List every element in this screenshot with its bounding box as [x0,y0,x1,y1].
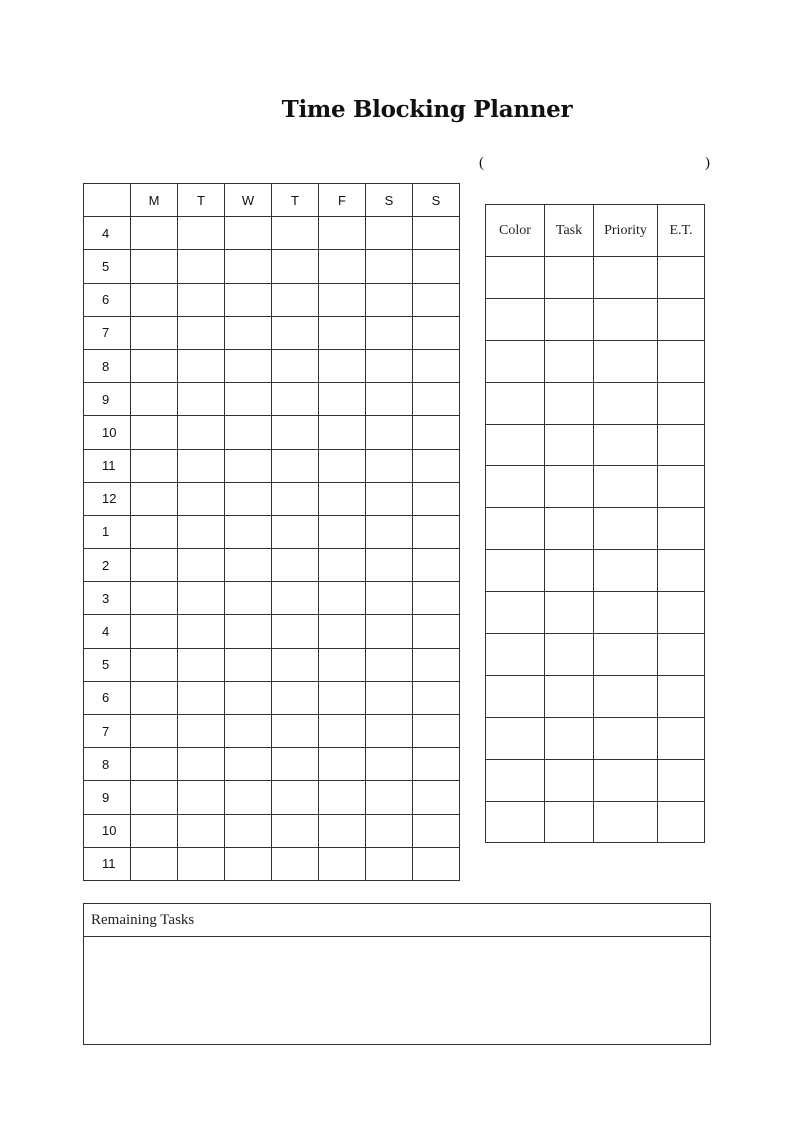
schedule-cell[interactable] [178,814,225,847]
task-cell[interactable] [594,424,658,466]
schedule-cell[interactable] [225,283,272,316]
task-row [486,382,705,424]
schedule-row [84,549,460,582]
schedule-cell[interactable] [131,283,178,316]
schedule-row [84,316,460,349]
task-cell[interactable] [658,298,705,340]
schedule-cell[interactable] [366,549,413,582]
schedule-cell[interactable] [272,250,319,283]
schedule-cell[interactable] [319,847,366,880]
task-row [486,340,705,382]
schedule-cell[interactable] [366,349,413,382]
task-cell[interactable] [486,508,545,550]
hour-label: 10 [84,416,131,449]
task-cell[interactable] [594,801,658,843]
schedule-cell[interactable] [178,681,225,714]
task-cell[interactable] [545,298,594,340]
schedule-cell[interactable] [366,383,413,416]
schedule-cell[interactable] [413,250,460,283]
schedule-row [84,449,460,482]
schedule-cell[interactable] [319,814,366,847]
schedule-cell[interactable] [178,847,225,880]
schedule-cell[interactable] [366,416,413,449]
schedule-cell[interactable] [225,449,272,482]
schedule-cell[interactable] [131,781,178,814]
schedule-cell[interactable] [319,715,366,748]
page-title: Time Blocking Planner [281,96,573,123]
schedule-cell[interactable] [178,416,225,449]
schedule-row [84,681,460,714]
schedule-cell[interactable] [131,383,178,416]
schedule-cell[interactable] [272,781,319,814]
remaining-tasks-box [83,903,711,1045]
task-cell[interactable] [486,298,545,340]
task-cell[interactable] [486,634,545,676]
task-row [486,466,705,508]
weekly-schedule-grid [83,183,460,881]
schedule-cell[interactable] [413,383,460,416]
schedule-row [84,715,460,748]
task-cell[interactable] [658,717,705,759]
hour-label: 9 [84,383,131,416]
schedule-cell[interactable] [413,814,460,847]
schedule-cell[interactable] [225,748,272,781]
task-row [486,257,705,299]
schedule-cell[interactable] [178,349,225,382]
schedule-row [84,217,460,250]
schedule-cell[interactable] [319,383,366,416]
schedule-cell[interactable] [366,316,413,349]
schedule-cell[interactable] [272,283,319,316]
schedule-cell[interactable] [131,416,178,449]
hour-label: 1 [84,515,131,548]
hour-label: 8 [84,748,131,781]
task-cell[interactable] [594,550,658,592]
schedule-cell[interactable] [131,482,178,515]
task-cell[interactable] [486,759,545,801]
schedule-cell[interactable] [131,250,178,283]
task-cell[interactable] [545,508,594,550]
schedule-cell[interactable] [319,615,366,648]
hour-label: 7 [84,715,131,748]
schedule-cell[interactable] [272,681,319,714]
schedule-cell[interactable] [225,349,272,382]
schedule-cell[interactable] [131,582,178,615]
schedule-cell[interactable] [319,515,366,548]
day-header: S [366,184,413,217]
schedule-cell[interactable] [272,449,319,482]
schedule-cell[interactable] [272,748,319,781]
schedule-cell[interactable] [131,715,178,748]
schedule-cell[interactable] [225,383,272,416]
task-row [486,424,705,466]
schedule-row [84,250,460,283]
schedule-cell[interactable] [178,715,225,748]
schedule-cell[interactable] [225,582,272,615]
task-row [486,298,705,340]
schedule-cell[interactable] [366,615,413,648]
task-cell[interactable] [594,592,658,634]
schedule-cell[interactable] [413,748,460,781]
task-cell[interactable] [545,257,594,299]
task-row [486,759,705,801]
task-row [486,717,705,759]
schedule-cell[interactable] [319,349,366,382]
task-cell[interactable] [594,634,658,676]
task-cell[interactable] [545,340,594,382]
schedule-cell[interactable] [272,715,319,748]
date-close-paren: ) [705,155,710,171]
schedule-cell[interactable] [366,814,413,847]
schedule-row [84,582,460,615]
task-cell[interactable] [545,382,594,424]
task-cell[interactable] [594,466,658,508]
task-column-header: E.T. [658,205,705,257]
schedule-cell[interactable] [131,515,178,548]
schedule-cell[interactable] [131,217,178,250]
schedule-cell[interactable] [131,349,178,382]
schedule-cell[interactable] [272,814,319,847]
schedule-row [84,349,460,382]
task-cell[interactable] [658,634,705,676]
hour-label: 11 [84,847,131,880]
schedule-cell[interactable] [366,748,413,781]
schedule-cell[interactable] [319,748,366,781]
hour-label: 4 [84,615,131,648]
schedule-cell[interactable] [413,217,460,250]
schedule-cell[interactable] [178,250,225,283]
schedule-cell[interactable] [178,515,225,548]
schedule-cell[interactable] [413,449,460,482]
hour-label: 10 [84,814,131,847]
schedule-cell[interactable] [178,482,225,515]
schedule-cell[interactable] [178,748,225,781]
schedule-cell[interactable] [225,250,272,283]
schedule-cell[interactable] [319,316,366,349]
task-cell[interactable] [486,675,545,717]
schedule-cell[interactable] [225,549,272,582]
schedule-row [84,781,460,814]
schedule-cell[interactable] [178,582,225,615]
schedule-cell[interactable] [225,781,272,814]
task-row [486,550,705,592]
task-cell[interactable] [486,257,545,299]
schedule-cell[interactable] [366,283,413,316]
schedule-cell[interactable] [319,416,366,449]
schedule-cell[interactable] [319,283,366,316]
task-cell[interactable] [594,340,658,382]
task-cell[interactable] [545,592,594,634]
schedule-row [84,814,460,847]
task-column-header: Color [486,205,545,257]
schedule-cell[interactable] [225,814,272,847]
hour-label: 2 [84,549,131,582]
schedule-cell[interactable] [413,847,460,880]
schedule-cell[interactable] [131,681,178,714]
task-cell[interactable] [486,340,545,382]
schedule-cell[interactable] [178,316,225,349]
schedule-cell[interactable] [272,482,319,515]
schedule-corner-cell [84,184,131,217]
hour-label: 9 [84,781,131,814]
schedule-cell[interactable] [366,847,413,880]
schedule-cell[interactable] [413,681,460,714]
schedule-cell[interactable] [319,648,366,681]
schedule-row [84,283,460,316]
task-cell[interactable] [658,675,705,717]
schedule-cell[interactable] [319,582,366,615]
hour-label: 5 [84,648,131,681]
schedule-row [84,515,460,548]
schedule-cell[interactable] [272,615,319,648]
schedule-cell[interactable] [272,316,319,349]
hour-label: 11 [84,449,131,482]
remaining-tasks-area[interactable] [84,937,710,1043]
schedule-cell[interactable] [366,250,413,283]
task-cell[interactable] [594,759,658,801]
schedule-cell[interactable] [225,316,272,349]
schedule-cell[interactable] [225,515,272,548]
task-cell[interactable] [658,424,705,466]
date-input[interactable] [490,156,706,176]
schedule-cell[interactable] [366,781,413,814]
remaining-tasks-label: Remaining Tasks [84,904,710,937]
task-cell[interactable] [486,592,545,634]
task-row [486,592,705,634]
task-row [486,634,705,676]
task-cell[interactable] [486,382,545,424]
day-header: T [178,184,225,217]
schedule-cell[interactable] [131,847,178,880]
schedule-row [84,748,460,781]
schedule-cell[interactable] [225,217,272,250]
schedule-cell[interactable] [366,715,413,748]
task-cell[interactable] [658,466,705,508]
schedule-cell[interactable] [272,349,319,382]
schedule-cell[interactable] [366,482,413,515]
schedule-cell[interactable] [178,615,225,648]
task-row [486,508,705,550]
task-cell[interactable] [594,298,658,340]
schedule-cell[interactable] [225,681,272,714]
schedule-cell[interactable] [272,648,319,681]
task-cell[interactable] [545,759,594,801]
schedule-cell[interactable] [413,349,460,382]
schedule-cell[interactable] [131,615,178,648]
task-cell[interactable] [545,717,594,759]
hour-label: 6 [84,681,131,714]
task-cell[interactable] [594,257,658,299]
task-cell[interactable] [594,508,658,550]
schedule-row [84,416,460,449]
hour-label: 7 [84,316,131,349]
schedule-cell[interactable] [131,316,178,349]
task-cell[interactable] [658,340,705,382]
schedule-cell[interactable] [178,449,225,482]
schedule-cell[interactable] [272,217,319,250]
schedule-cell[interactable] [131,814,178,847]
schedule-cell[interactable] [131,748,178,781]
schedule-cell[interactable] [272,515,319,548]
schedule-cell[interactable] [319,549,366,582]
schedule-cell[interactable] [413,283,460,316]
task-header-row [486,205,705,257]
schedule-cell[interactable] [178,217,225,250]
task-cell[interactable] [658,592,705,634]
hour-label: 3 [84,582,131,615]
schedule-row [84,482,460,515]
task-cell[interactable] [594,675,658,717]
task-cell[interactable] [545,675,594,717]
schedule-cell[interactable] [272,582,319,615]
task-cell[interactable] [545,424,594,466]
schedule-cell[interactable] [178,283,225,316]
task-cell[interactable] [658,382,705,424]
schedule-cell[interactable] [225,615,272,648]
task-column-header: Task [545,205,594,257]
task-cell[interactable] [545,801,594,843]
task-column-header: Priority [594,205,658,257]
task-cell[interactable] [658,550,705,592]
hour-label: 6 [84,283,131,316]
schedule-cell[interactable] [366,515,413,548]
schedule-cell[interactable] [225,648,272,681]
schedule-cell[interactable] [413,482,460,515]
task-cell[interactable] [594,382,658,424]
schedule-cell[interactable] [413,416,460,449]
task-cell[interactable] [658,801,705,843]
task-cell[interactable] [658,257,705,299]
schedule-cell[interactable] [225,416,272,449]
day-header: S [413,184,460,217]
schedule-header-row [84,184,460,217]
schedule-cell[interactable] [225,482,272,515]
schedule-row [84,383,460,416]
task-cell[interactable] [486,466,545,508]
date-open-paren: ( [479,155,484,171]
schedule-cell[interactable] [272,383,319,416]
schedule-cell[interactable] [366,648,413,681]
task-cell[interactable] [486,717,545,759]
day-header: T [272,184,319,217]
schedule-cell[interactable] [178,781,225,814]
schedule-cell[interactable] [178,648,225,681]
schedule-row [84,648,460,681]
task-row [486,801,705,843]
schedule-cell[interactable] [319,681,366,714]
schedule-cell[interactable] [413,615,460,648]
schedule-cell[interactable] [131,648,178,681]
schedule-cell[interactable] [413,582,460,615]
task-cell[interactable] [658,759,705,801]
task-cell[interactable] [658,508,705,550]
hour-label: 5 [84,250,131,283]
schedule-cell[interactable] [319,781,366,814]
task-cell[interactable] [486,801,545,843]
schedule-row [84,847,460,880]
schedule-cell[interactable] [366,217,413,250]
task-cell[interactable] [545,466,594,508]
hour-label: 12 [84,482,131,515]
schedule-cell[interactable] [178,383,225,416]
task-cell[interactable] [486,550,545,592]
schedule-cell[interactable] [413,549,460,582]
hour-label: 8 [84,349,131,382]
task-row [486,675,705,717]
schedule-cell[interactable] [272,549,319,582]
schedule-cell[interactable] [272,847,319,880]
schedule-cell[interactable] [366,582,413,615]
task-cell[interactable] [594,717,658,759]
task-cell[interactable] [486,424,545,466]
schedule-cell[interactable] [413,316,460,349]
schedule-cell[interactable] [131,449,178,482]
schedule-cell[interactable] [413,715,460,748]
hour-label: 4 [84,217,131,250]
schedule-cell[interactable] [413,515,460,548]
schedule-cell[interactable] [225,715,272,748]
schedule-cell[interactable] [319,250,366,283]
schedule-cell[interactable] [319,482,366,515]
schedule-cell[interactable] [366,449,413,482]
schedule-cell[interactable] [366,681,413,714]
task-cell[interactable] [545,550,594,592]
schedule-cell[interactable] [413,781,460,814]
day-header: M [131,184,178,217]
schedule-row [84,615,460,648]
schedule-cell[interactable] [178,549,225,582]
schedule-cell[interactable] [413,648,460,681]
schedule-cell[interactable] [225,847,272,880]
schedule-cell[interactable] [319,449,366,482]
day-header: W [225,184,272,217]
schedule-cell[interactable] [131,549,178,582]
schedule-cell[interactable] [319,217,366,250]
task-cell[interactable] [545,634,594,676]
task-table [485,204,705,843]
schedule-cell[interactable] [272,416,319,449]
day-header: F [319,184,366,217]
